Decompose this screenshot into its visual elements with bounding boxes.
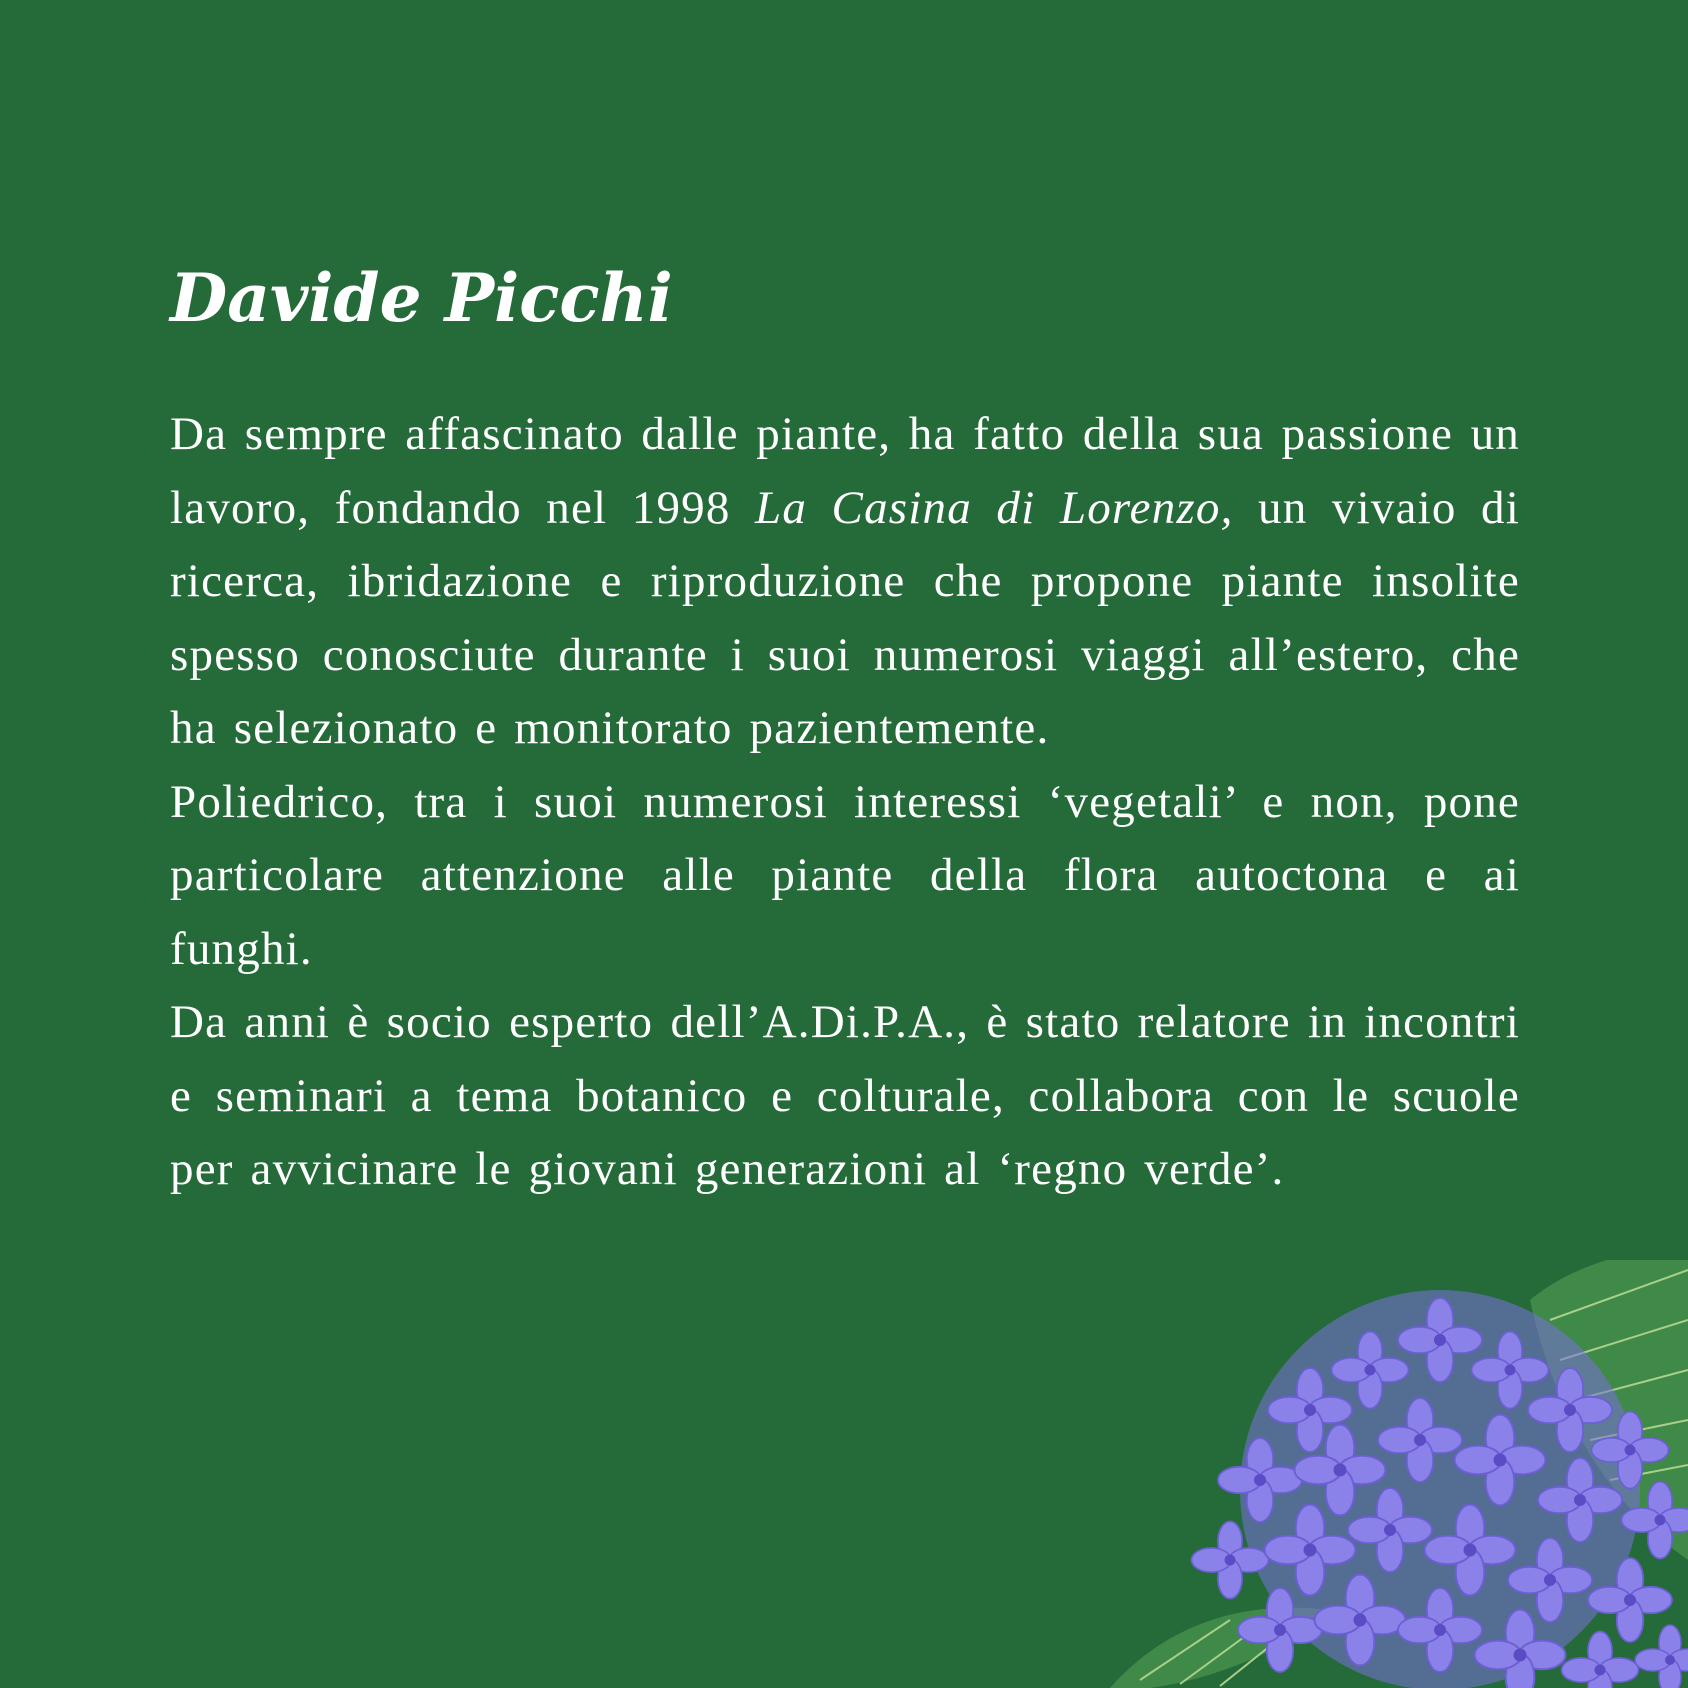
bio-paragraph-1-end: un vivaio di ricerca, ibridazione e riproduzione che propone piante insolite spesso conosciute durante i suoi numerosi viaggi all’estero, che ha selezionato e monitorato pazientemente. [170,481,1520,754]
bio-paragraph-2: Poliedrico, tra i suoi numerosi interessi ‘vegetali’ e non, pone particolare attenzione alle piante della flora autoctona e ai funghi. [170,775,1520,975]
nursery-name: La Casina di Lorenzo, [755,481,1234,534]
biography [170,398,1520,1207]
bio-paragraph-1-start: Da sempre affascinato dalle piante, ha fatto della sua passione un lavoro, fondando nel 1998 [170,408,1520,534]
page-title: Davide Picchi [170,259,673,337]
bio-paragraph-3: Da anni è socio esperto dell’A.Di.P.A., è stato relatore in incontri e seminari a tema botanico e colturale, collabora con le scuole per avvicinare le giovani generazioni al ‘regno verde’. [170,996,1520,1195]
bio-paragraph-1 [170,398,1520,766]
hydrangea-flower-icon [1110,1260,1688,1688]
